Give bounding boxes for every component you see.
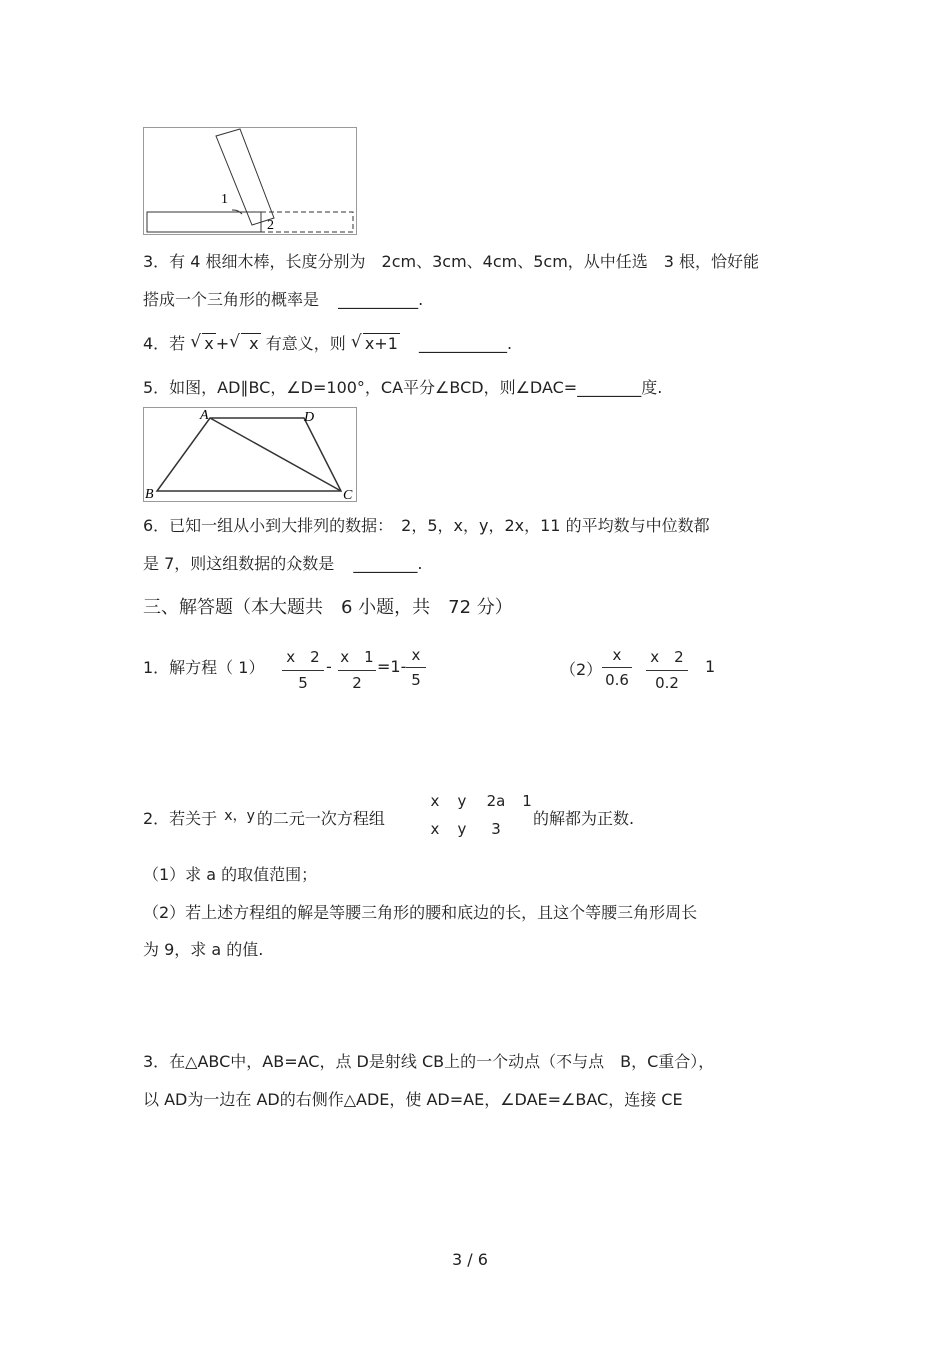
fraction-4: x 0.6 [602, 646, 632, 689]
trapezoid-diagram [144, 408, 356, 501]
q6-end: . [417, 554, 423, 573]
fraction-3: x 5 [406, 646, 426, 689]
fraction-2: x 1 2 [338, 646, 376, 692]
q4-blank: ___________ [418, 334, 507, 353]
figure-stick [143, 127, 357, 235]
q4-line [143, 331, 512, 354]
q5-line [143, 375, 662, 398]
equation-system [423, 787, 539, 843]
s2-vars: x，y [224, 808, 255, 824]
q5-blank: ________ [577, 378, 642, 397]
q6-blank: ________ [353, 554, 418, 573]
s2-prefix: 2．若关于 [143, 809, 218, 828]
figure-trapezoid [143, 407, 357, 502]
vertex-B: B [145, 487, 154, 501]
q4-plus: + [215, 334, 230, 353]
s1-minus: - [326, 657, 332, 676]
s1-rhs: 1 [705, 657, 716, 676]
s2-part2-line2: 为 9，求 a 的值. [143, 940, 264, 959]
sqrt-neg-x: √ x [229, 334, 260, 353]
sqrt-x-plus-1: √ x+1 [351, 334, 400, 353]
s2-part1: （1）求 a 的取值范围； [143, 865, 318, 884]
sqrt-x: √ x [190, 334, 215, 353]
vertex-D: D [304, 410, 315, 425]
angle-1-label: 1 [221, 192, 228, 207]
s2-part2-line1: （2）若上述方程组的解是等腰三角形的腰和底边的长，且这个等腰三角形周长 [143, 903, 698, 922]
equation-row-1: x y 2a 1 [430, 792, 532, 810]
q3-text: 搭成一个三角形的概率是 [143, 290, 320, 309]
s1-label: 1．解方程（ 1） [143, 658, 265, 677]
s1-equals: =1- [377, 657, 407, 676]
angle-2-label: 2 [267, 218, 274, 233]
q6-line2 [143, 551, 422, 574]
s2-mid: 的二元一次方程组 [256, 809, 385, 828]
vertex-C: C [343, 488, 353, 501]
q4-mid: 有意义，则 [265, 334, 346, 353]
fraction-5: x 2 0.2 [646, 646, 688, 692]
q6-text: 是 7，则这组数据的众数是 [143, 554, 335, 573]
page-number: 3 / 6 [452, 1250, 488, 1269]
s2-line [143, 806, 385, 829]
s2-suffix: 的解都为正数. [533, 809, 635, 828]
s3-line2: 以 AD为一边在 AD的右侧作△ADE，使 AD=AE，∠DAE=∠BAC，连接 CE [143, 1090, 683, 1109]
q4-prefix: 4．若 [143, 334, 186, 353]
q5-end: 度. [641, 378, 663, 397]
s3-line1: 3．在△ABC中，AB=AC，点 D是射线 CB上的一个动点（不与点 B，C重合）， [143, 1052, 715, 1071]
q5-text: 5．如图，AD∥BC，∠D=100°，CA平分∠BCD，则∠DAC= [143, 378, 578, 397]
q4-end: . [506, 334, 513, 353]
q3-end: . [418, 290, 424, 309]
fraction-1: x 2 5 [282, 646, 324, 692]
q3-blank: __________ [338, 290, 419, 309]
section-title: 三、解答题（本大题共 6 小题，共 72 分） [143, 597, 513, 618]
q3-line2 [143, 287, 423, 310]
q6-line1: 6．已知一组从小到大排列的数据： 2，5，x，y，2x，11 的平均数与中位数都 [143, 516, 710, 535]
s1-part2-label: （2） [560, 660, 603, 679]
q3-line1: 3．有 4 根细木棒，长度分别为 2cm、3cm、4cm、5cm，从中任选 3 根，恰好能 [143, 252, 760, 271]
equation-row-2: x y 3 [430, 820, 501, 838]
vertex-A: A [200, 408, 209, 423]
stick-diagram [144, 128, 356, 234]
